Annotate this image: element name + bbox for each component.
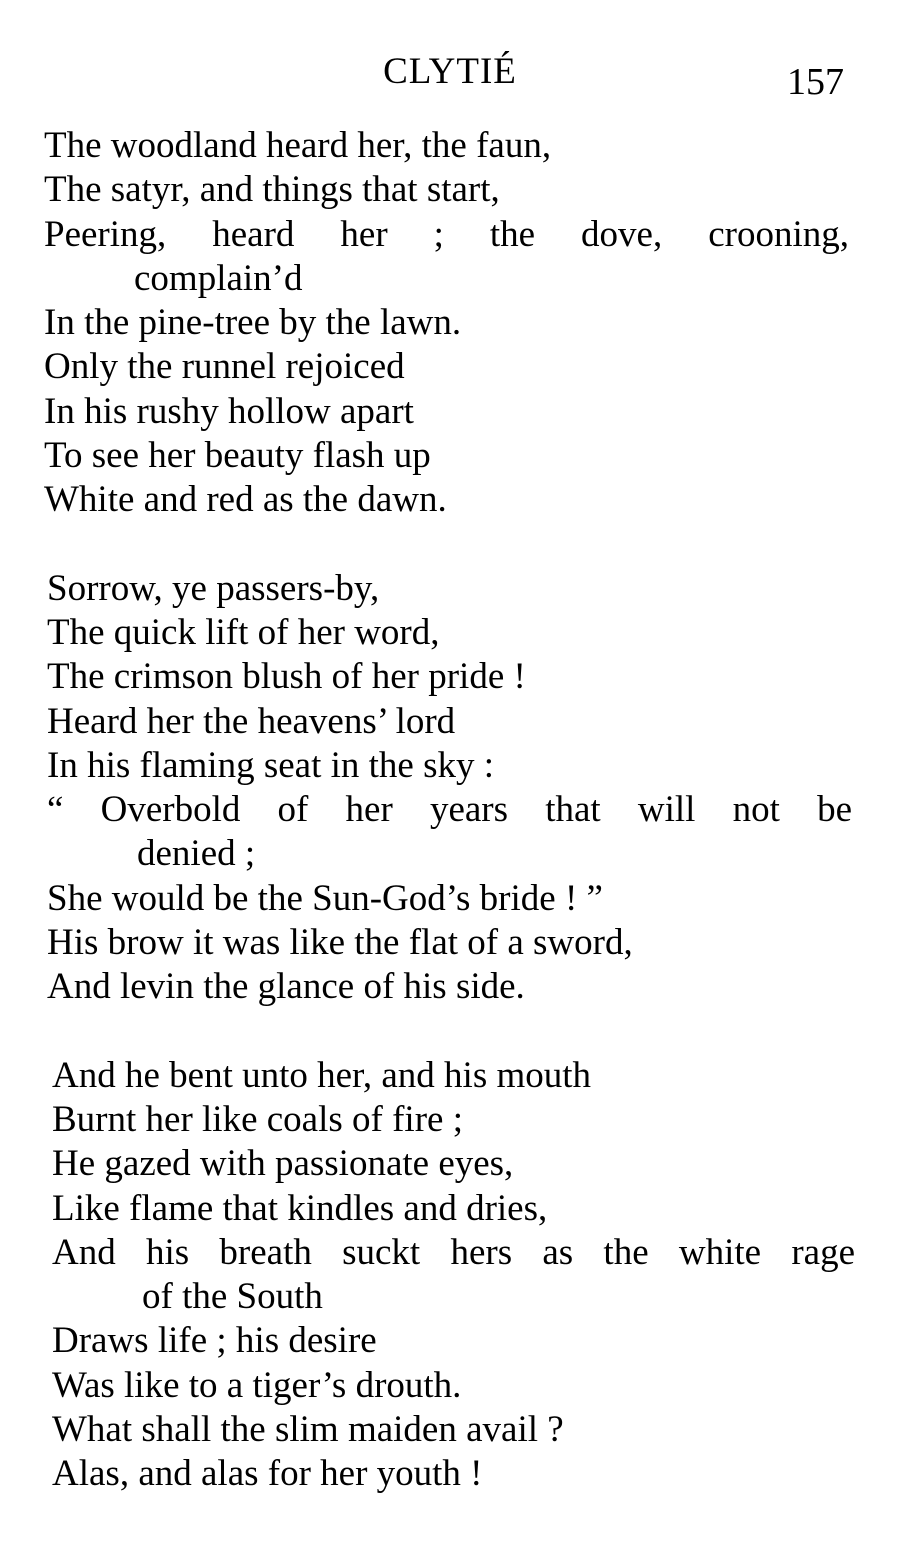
poem-line: The satyr, and things that start,	[44, 169, 500, 211]
poem-line: And levin the glance of his side.	[47, 966, 525, 1008]
poem-line: And his breath suckt hers as the white rage	[52, 1231, 855, 1273]
poem-line: His brow it was like the flat of a sword,	[47, 922, 633, 964]
stanza-2	[0, 567, 900, 1010]
poem-line: White and red as the dawn.	[44, 479, 447, 521]
poem-line: To see her beauty flash up	[44, 435, 431, 477]
poem-line: She would be the Sun-God’s bride ! ”	[47, 877, 603, 919]
poem-line: In the pine-tree by the lawn.	[44, 302, 462, 344]
poem-line: Like flame that kindles and dries,	[52, 1187, 548, 1229]
poem-line: And he bent unto her, and his mouth	[52, 1054, 592, 1096]
poem-line: Alas, and alas for her youth !	[52, 1453, 483, 1495]
poem-line: The crimson blush of her pride !	[47, 656, 526, 698]
poem-line: Draws life ; his desire	[52, 1320, 377, 1362]
poem-line: Sorrow, ye passers-by,	[47, 567, 380, 609]
poem-line: “ Overbold of her years that will not be	[47, 789, 852, 831]
poem-line: Burnt her like coals of fire ;	[52, 1098, 463, 1140]
stanza-3	[0, 1054, 900, 1497]
poem-line-continuation: of the South	[142, 1276, 323, 1318]
poem-line: Was like to a tiger’s drouth.	[52, 1364, 462, 1406]
poem-line-continuation: denied ;	[137, 833, 256, 875]
running-title: CLYTIÉ	[383, 51, 517, 92]
poem-line: The quick lift of her word,	[47, 611, 440, 653]
poem-line: Heard her the heavens’ lord	[47, 700, 456, 742]
page-number: 157	[787, 61, 844, 103]
poem-line: In his rushy hollow apart	[44, 390, 414, 432]
poem-line: Peering, heard her ; the dove, crooning,	[44, 213, 849, 255]
page-header	[0, 50, 900, 103]
poem-line: The woodland heard her, the faun,	[44, 125, 552, 166]
poem-line: Only the runnel rejoiced	[44, 346, 405, 388]
poem-line: In his flaming seat in the sky :	[47, 744, 495, 786]
stanza-1	[0, 124, 900, 523]
poem-body	[0, 124, 900, 1541]
poem-line-continuation: complain’d	[134, 257, 303, 299]
poem-line: What shall the slim maiden avail ?	[52, 1409, 564, 1451]
poem-line: He gazed with passionate eyes,	[52, 1143, 514, 1185]
